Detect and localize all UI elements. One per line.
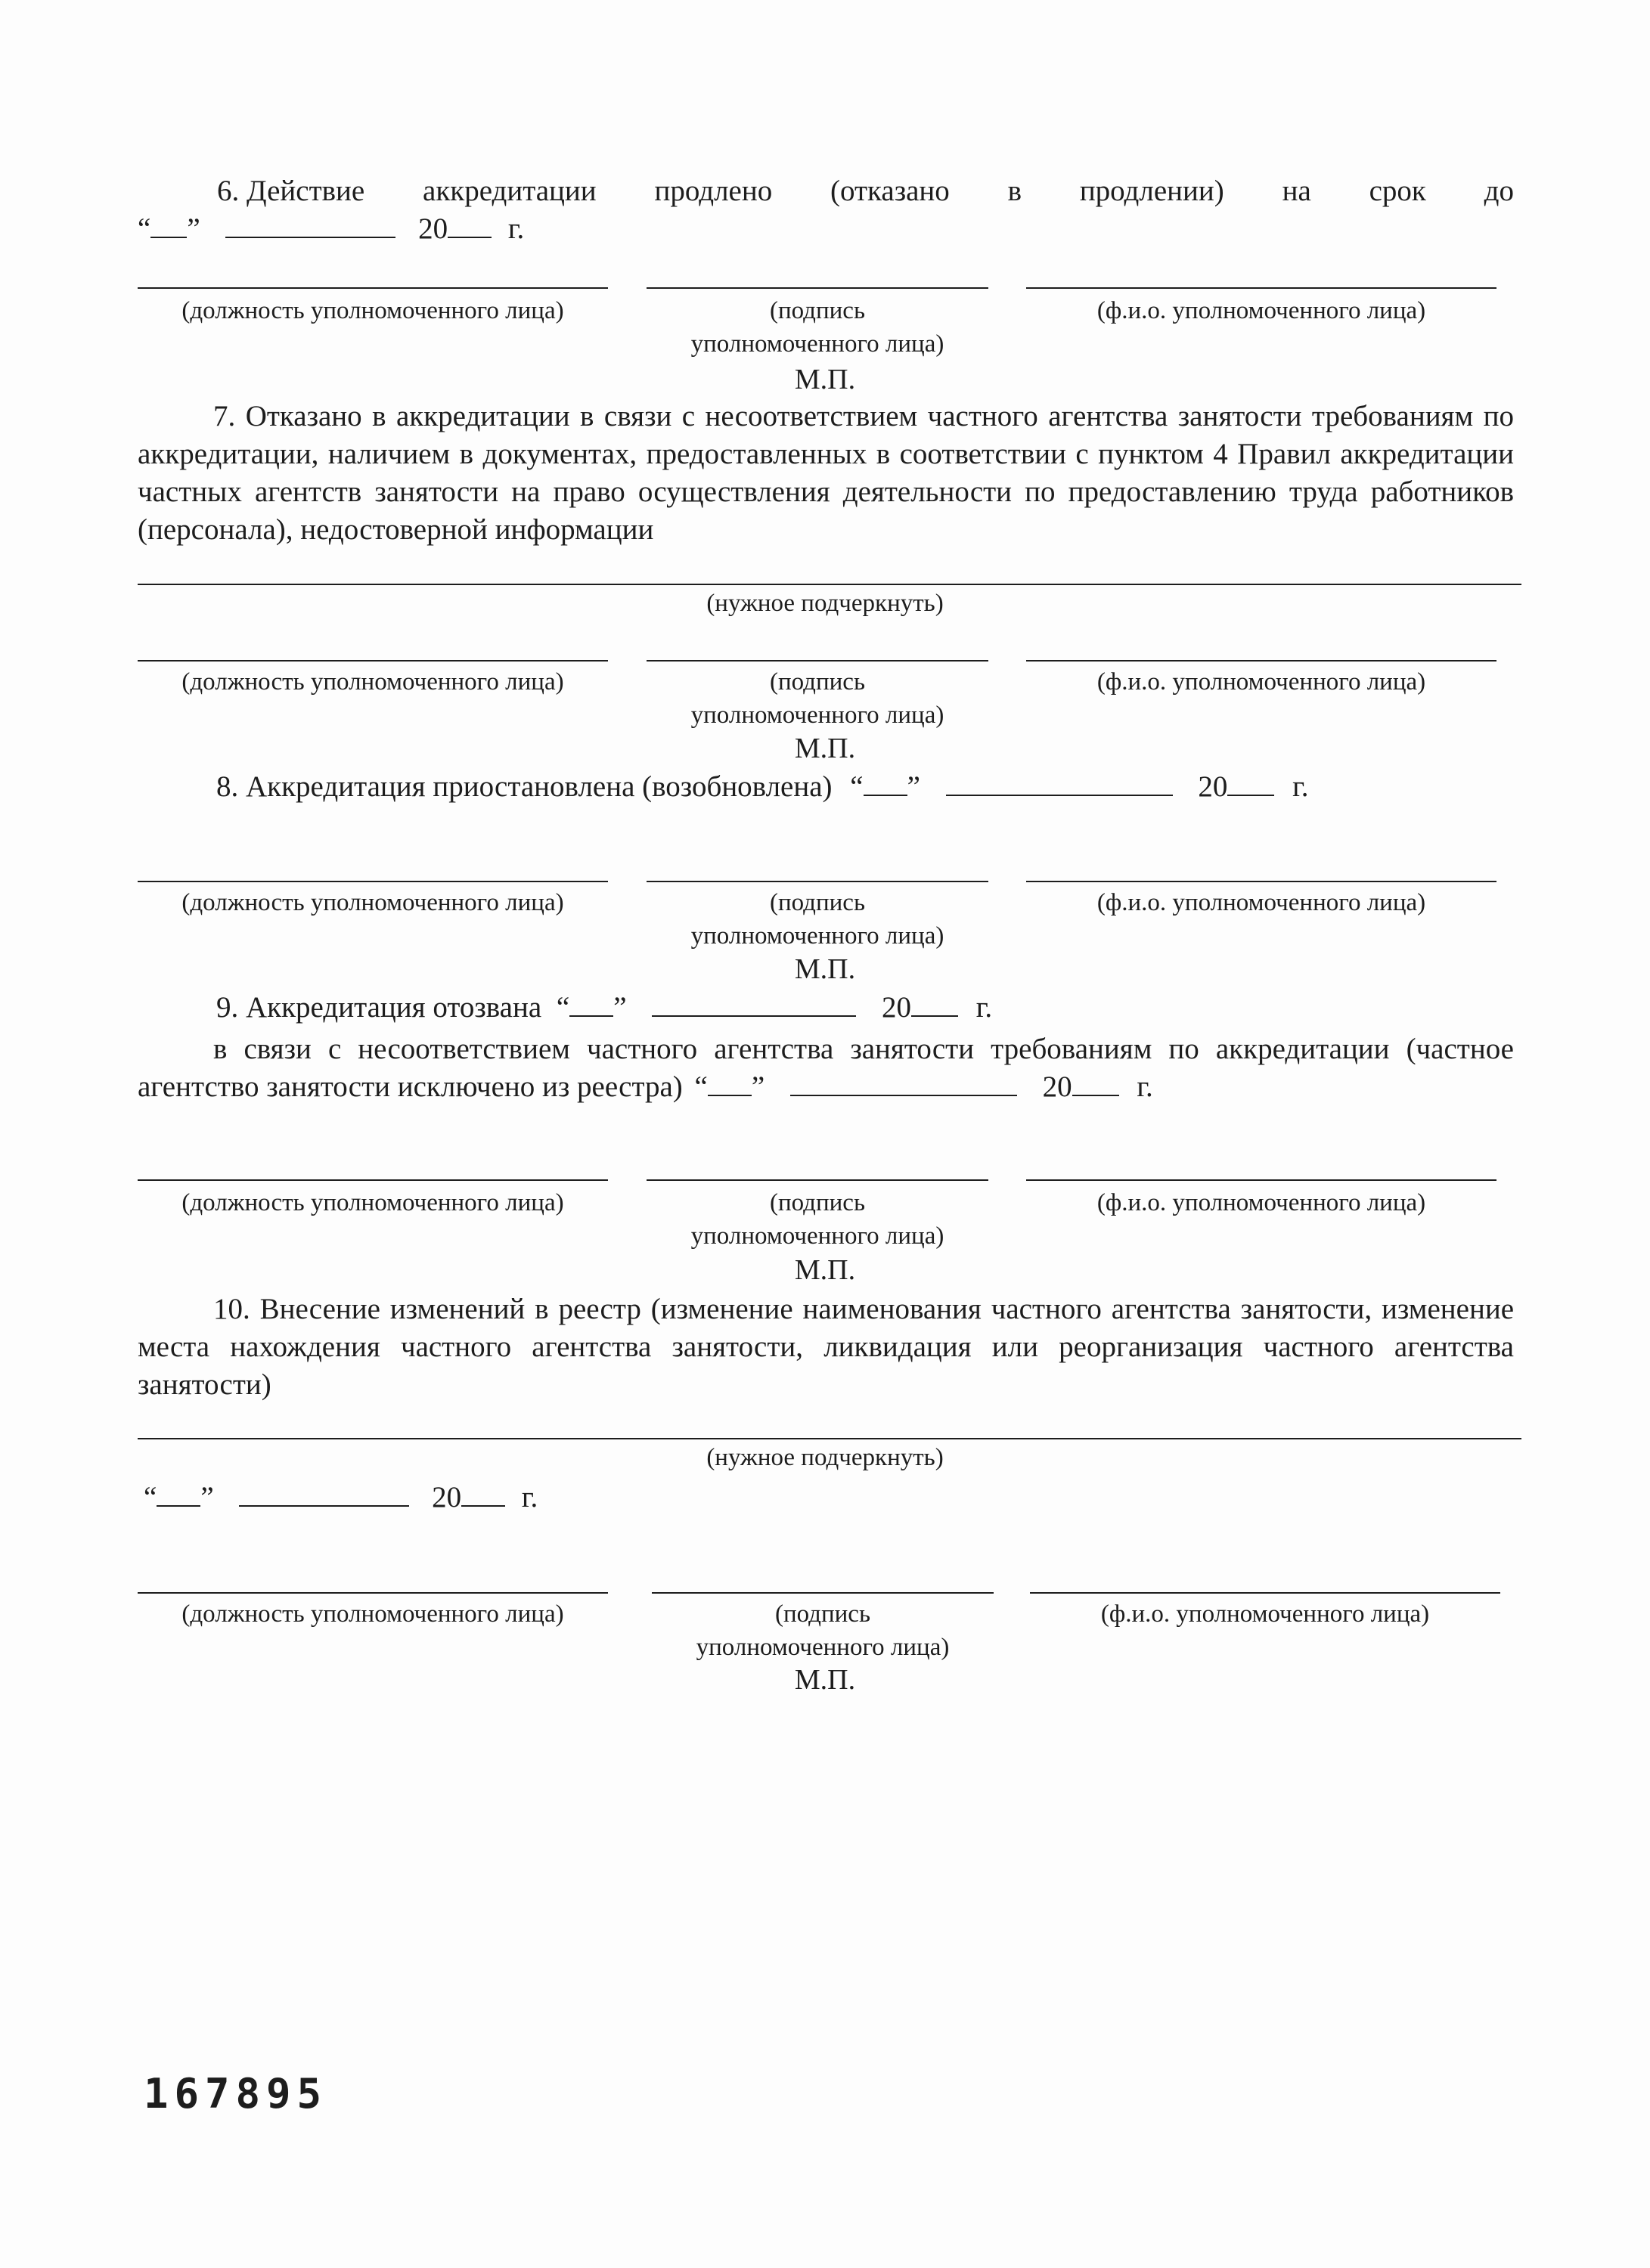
section-9-title [216, 990, 992, 1024]
date-open-quote: “ [556, 991, 570, 1024]
day-blank[interactable] [569, 991, 613, 1017]
day-blank[interactable] [864, 770, 907, 796]
year-suffix: г. [1137, 1070, 1153, 1103]
position-caption: (должность уполномоченного лица) [181, 889, 564, 916]
name-caption: (ф.и.о. уполномоченного лица) [1096, 668, 1426, 696]
year-blank[interactable] [448, 212, 492, 238]
section-7-note: (нужное подчеркнуть) [706, 590, 944, 617]
signature-caption-1: (подпись [774, 1600, 870, 1628]
date-open-quote: “ [144, 1481, 157, 1514]
date-open-quote: “ [138, 212, 151, 245]
position-caption: (должность уполномоченного лица) [181, 668, 564, 696]
name-caption: (ф.и.о. уполномоченного лица) [1096, 297, 1426, 324]
name-signature-line[interactable] [1030, 1592, 1500, 1594]
section-6-word: до [1484, 175, 1514, 207]
section-9-text: 9. Аккредитация отозвана [216, 991, 542, 1024]
signature-caption-2: уполномоченного лица) [696, 1634, 950, 1661]
date-close-quote: ” [907, 770, 920, 803]
date-close-quote: ” [751, 1070, 765, 1103]
section-6 [138, 172, 1514, 248]
name-signature-line[interactable] [1026, 1179, 1496, 1181]
stamp-placeholder: М.П. [794, 1254, 856, 1286]
day-blank[interactable] [708, 1070, 752, 1096]
section-6-word: (отказано [830, 175, 950, 207]
name-caption: (ф.и.о. уполномоченного лица) [1096, 889, 1426, 916]
day-blank[interactable] [157, 1481, 200, 1507]
date-open-quote: “ [694, 1070, 708, 1103]
section-10-note: (нужное подчеркнуть) [706, 1444, 944, 1471]
month-blank[interactable] [239, 1481, 409, 1507]
year-prefix: 20 [432, 1481, 462, 1514]
stamp-placeholder: М.П. [794, 733, 856, 764]
month-blank[interactable] [225, 212, 395, 238]
date-close-quote: ” [613, 991, 627, 1024]
month-blank[interactable] [652, 991, 856, 1017]
year-suffix: г. [507, 212, 525, 245]
day-blank[interactable] [150, 212, 187, 238]
stamp-placeholder: М.П. [794, 364, 856, 395]
section-6-word: продлении) [1079, 175, 1224, 207]
stamp-placeholder: М.П. [794, 953, 856, 985]
position-signature-line[interactable] [138, 1592, 608, 1594]
signature-caption-1: (подпись [769, 668, 865, 696]
signature-line[interactable] [647, 1179, 988, 1181]
date-open-quote: “ [850, 770, 864, 803]
date-close-quote: ” [187, 212, 200, 245]
name-signature-line[interactable] [1026, 660, 1496, 662]
year-blank[interactable] [1072, 1070, 1119, 1096]
section-10-text: 10. Внесение изменений в реестр (изменение наименования частного агентства занятости, изменение места нахождения частного агентства занятости, ликвидация или реорганизация частного агентства занятости) [138, 1293, 1514, 1401]
section-6-word: 6. Действие [217, 175, 365, 207]
section-6-word: на [1282, 175, 1311, 207]
section-8 [216, 770, 1309, 804]
year-prefix: 20 [418, 212, 448, 245]
section-10-date [144, 1480, 538, 1514]
signature-line[interactable] [647, 660, 988, 662]
section-9-reason-text: в связи с несоответствием частного агентства занятости требованиям по аккредитации (частное агентство занятости исключено из реестра) [138, 1033, 1514, 1103]
position-signature-line[interactable] [138, 881, 608, 882]
year-blank[interactable] [1227, 770, 1274, 796]
signature-caption-1: (подпись [769, 1189, 865, 1216]
year-prefix: 20 [1198, 770, 1228, 803]
year-prefix: 20 [1042, 1070, 1072, 1103]
serial-number: 167895 [144, 2070, 328, 2118]
year-suffix: г. [975, 991, 993, 1024]
year-suffix: г. [1292, 770, 1309, 803]
position-caption: (должность уполномоченного лица) [181, 1600, 564, 1628]
section-7 [138, 398, 1514, 549]
signature-line[interactable] [647, 881, 988, 882]
signature-line[interactable] [652, 1592, 994, 1594]
month-blank[interactable] [946, 770, 1173, 796]
section-7-blank-line[interactable] [138, 584, 1521, 585]
signature-line[interactable] [647, 287, 988, 289]
section-6-word: срок [1369, 175, 1426, 207]
section-7-text: 7. Отказано в аккредитации в связи с несоответствием частного агентства занятости требованиям по аккредитации, наличием в документах, предоставленных в соответствии с пунктом 4 Правил аккредитации частных агентств занятости на право осуществления деятельности по предоставлению труда работников (персонала), недостоверной информации [138, 400, 1514, 546]
position-signature-line[interactable] [138, 1179, 608, 1181]
section-6-word: аккредитации [423, 175, 597, 207]
signature-caption-2: уполномоченного лица) [690, 922, 944, 950]
signature-caption-2: уполномоченного лица) [690, 330, 944, 358]
section-6-word: продлено [654, 175, 773, 207]
signature-caption-1: (подпись [769, 297, 865, 324]
section-6-date [138, 210, 1514, 248]
position-signature-line[interactable] [138, 287, 608, 289]
stamp-placeholder: М.П. [794, 1664, 856, 1696]
year-blank[interactable] [461, 1481, 505, 1507]
section-10-blank-line[interactable] [138, 1438, 1521, 1439]
signature-caption-2: уполномоченного лица) [690, 702, 944, 729]
section-6-line-1 [138, 172, 1514, 210]
name-signature-line[interactable] [1026, 881, 1496, 882]
section-10 [138, 1290, 1514, 1404]
year-prefix: 20 [882, 991, 912, 1024]
section-9-reason [138, 1030, 1514, 1106]
name-caption: (ф.и.о. уполномоченного лица) [1100, 1600, 1430, 1628]
month-blank[interactable] [790, 1070, 1017, 1096]
signature-caption-2: уполномоченного лица) [690, 1222, 944, 1250]
position-signature-line[interactable] [138, 660, 608, 662]
year-suffix: г. [521, 1481, 538, 1514]
signature-caption-1: (подпись [769, 889, 865, 916]
position-caption: (должность уполномоченного лица) [181, 1189, 564, 1216]
date-close-quote: ” [200, 1481, 214, 1514]
year-blank[interactable] [911, 991, 958, 1017]
position-caption: (должность уполномоченного лица) [181, 297, 564, 324]
name-caption: (ф.и.о. уполномоченного лица) [1096, 1189, 1426, 1216]
name-signature-line[interactable] [1026, 287, 1496, 289]
section-6-word: в [1007, 175, 1022, 207]
section-8-text: 8. Аккредитация приостановлена (возобновлена) [216, 770, 833, 803]
